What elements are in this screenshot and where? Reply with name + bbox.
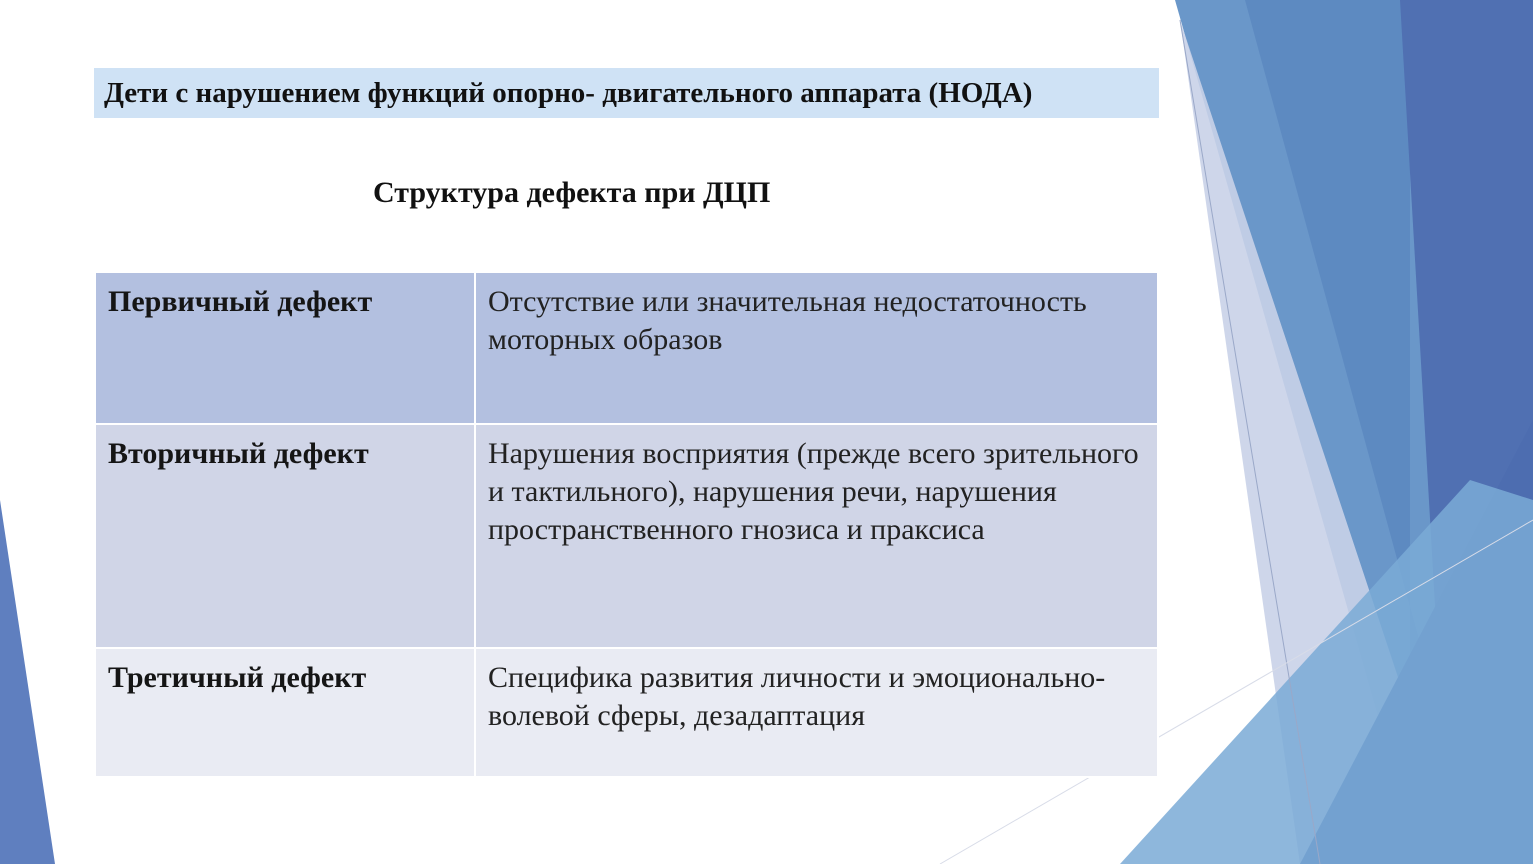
slide-title-bar: [94, 68, 1159, 118]
table-row-primary: [95, 272, 1158, 424]
row-description: Отсутствие или значительная недостаточность моторных образов: [475, 272, 1158, 424]
row-description: Специфика развития личности и эмоционально-волевой сферы, дезадаптация: [475, 648, 1158, 777]
table-row-tertiary: [95, 648, 1158, 777]
table-row-secondary: [95, 424, 1158, 648]
slide-subtitle: Структура дефекта при ДЦП: [373, 176, 771, 209]
row-description: Нарушения восприятия (прежде всего зрительного и тактильного), нарушения речи, нарушения пространственного гнозиса и праксиса: [475, 424, 1158, 648]
defect-structure-table: [94, 271, 1159, 778]
row-label: Вторичный дефект: [95, 424, 475, 648]
slide-title: Дети с нарушением функций опорно- двигательного аппарата (НОДА): [104, 76, 1033, 109]
row-label: Первичный дефект: [95, 272, 475, 424]
row-label: Третичный дефект: [95, 648, 475, 777]
left-decor-shape: [0, 500, 55, 864]
